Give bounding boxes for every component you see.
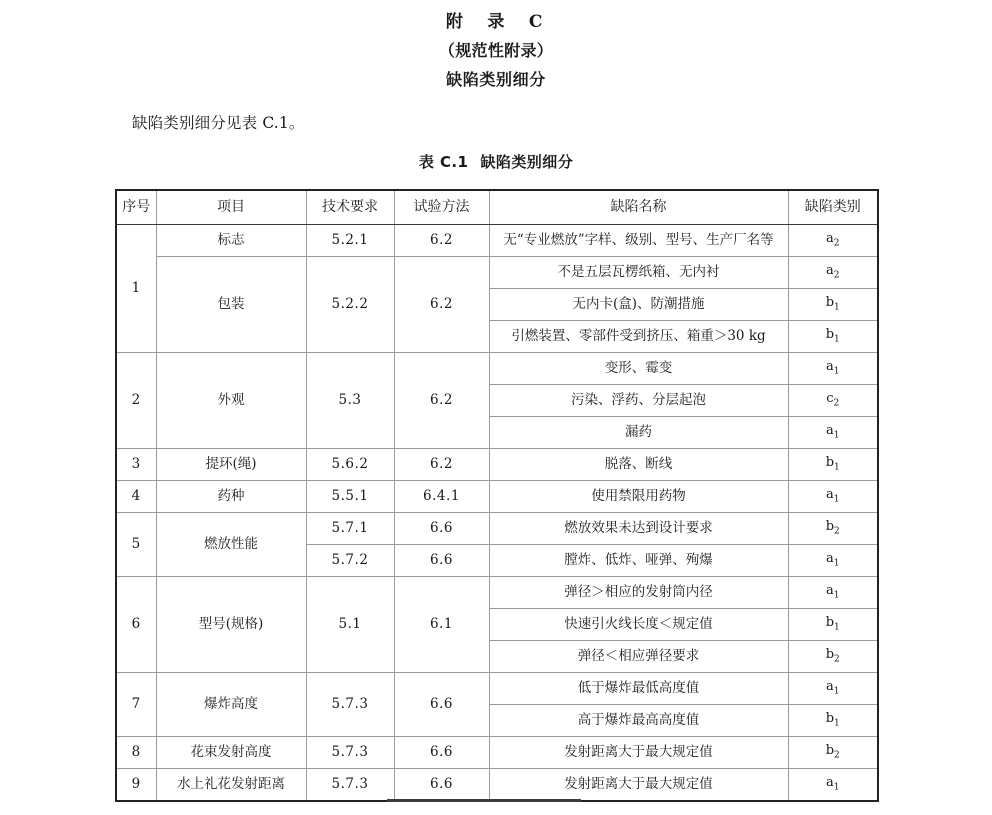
cell-defect-name: 弹径＞相应的发射筒内径	[489, 577, 788, 609]
cell-defect-class	[788, 225, 878, 257]
table-row	[116, 769, 878, 802]
table-caption	[0, 151, 992, 172]
defect-class-subscript: 2	[833, 398, 840, 409]
table-caption-label: 表 C.1	[418, 153, 469, 171]
cell-defect-name: 脱落、断线	[489, 449, 788, 481]
cell-item: 花束发射高度	[156, 737, 306, 769]
cell-defect-class	[788, 289, 878, 321]
defect-class-subscript: 1	[834, 718, 840, 729]
defect-class-letter: a	[826, 487, 834, 503]
defect-class-subscript: 1	[834, 334, 840, 345]
cell-tech-requirement: 5.7.2	[306, 545, 394, 577]
cell-defect-class	[788, 513, 878, 545]
cell-defect-class	[788, 737, 878, 769]
column-header-method: 试验方法	[394, 190, 489, 225]
defect-class-letter: a	[826, 679, 834, 695]
defect-class-letter: a	[826, 423, 834, 439]
cell-test-method: 6.6	[394, 769, 489, 802]
cell-tech-requirement: 5.7.3	[306, 737, 394, 769]
defect-class-subscript: 1	[833, 366, 840, 377]
column-header-seq: 序号	[116, 190, 156, 225]
defect-class-letter: b	[825, 327, 835, 343]
intro-paragraph: 缺陷类别细分见表 C.1。	[132, 114, 305, 132]
defect-class-subscript: 2	[833, 270, 840, 281]
cell-item: 燃放性能	[156, 513, 306, 577]
defect-class-subscript: 1	[833, 558, 840, 569]
cell-test-method: 6.6	[394, 737, 489, 769]
cell-item: 药种	[156, 481, 306, 513]
cell-defect-name: 使用禁限用药物	[489, 481, 788, 513]
column-header-item: 项目	[156, 190, 306, 225]
table-header-row	[116, 190, 878, 225]
defect-class-letter: a	[826, 775, 834, 791]
defect-class-letter: b	[825, 519, 835, 535]
defect-class-subscript: 2	[833, 238, 840, 249]
table-row	[116, 513, 878, 545]
cell-defect-name: 无内卡(盒)、防潮措施	[489, 289, 788, 321]
table-row	[116, 737, 878, 769]
table-row	[116, 481, 878, 513]
cell-item: 水上礼花发射距离	[156, 769, 306, 802]
cell-defect-class	[788, 769, 878, 802]
cell-defect-class	[788, 385, 878, 417]
cell-item: 外观	[156, 353, 306, 449]
cell-test-method: 6.2	[394, 353, 489, 449]
cell-defect-name: 发射距离大于最大规定值	[489, 737, 788, 769]
cell-test-method: 6.6	[394, 513, 489, 545]
column-header-defect-name: 缺陷名称	[489, 190, 788, 225]
cell-seq: 4	[116, 481, 156, 513]
cell-defect-class	[788, 353, 878, 385]
cell-defect-class	[788, 705, 878, 737]
appendix-kind: （规范性附录）	[438, 41, 554, 60]
cell-item: 型号(规格)	[156, 577, 306, 673]
cell-defect-class	[788, 641, 878, 673]
cell-test-method: 6.2	[394, 449, 489, 481]
cell-defect-name: 污染、浮药、分层起泡	[489, 385, 788, 417]
defect-class-subscript: 1	[833, 430, 840, 441]
cell-seq: 6	[116, 577, 156, 673]
cell-seq: 9	[116, 769, 156, 802]
cell-test-method: 6.2	[394, 225, 489, 257]
cell-defect-name: 无“专业燃放”字样、级别、型号、生产厂名等	[489, 225, 788, 257]
cell-seq: 1	[116, 225, 156, 353]
defect-class-letter: a	[826, 263, 834, 279]
table-row	[116, 353, 878, 385]
cell-defect-class	[788, 481, 878, 513]
cell-seq: 7	[116, 673, 156, 737]
defect-class-letter: b	[825, 647, 835, 663]
cell-defect-name: 弹径＜相应弹径要求	[489, 641, 788, 673]
page-footer-rule	[387, 799, 581, 802]
cell-defect-name: 引燃装置、零部件受到挤压、箱重＞30 kg	[489, 321, 788, 353]
defect-class-letter: b	[825, 711, 835, 727]
cell-tech-requirement: 5.3	[306, 353, 394, 449]
cell-defect-class	[788, 449, 878, 481]
cell-tech-requirement: 5.2.2	[306, 257, 394, 353]
cell-test-method: 6.4.1	[394, 481, 489, 513]
cell-defect-class	[788, 321, 878, 353]
table-caption-title: 缺陷类别细分	[480, 153, 574, 171]
defects-table	[115, 189, 879, 802]
cell-defect-name: 发射距离大于最大规定值	[489, 769, 788, 802]
table-row	[116, 577, 878, 609]
defect-class-subscript: 2	[834, 526, 840, 537]
defect-class-subscript: 1	[833, 494, 840, 505]
cell-seq: 5	[116, 513, 156, 577]
defect-class-letter: b	[825, 295, 835, 311]
appendix-subject: 缺陷类别细分	[446, 70, 546, 89]
defect-class-letter: c	[826, 391, 834, 407]
table-body	[116, 225, 878, 802]
table-row	[116, 449, 878, 481]
cell-defect-name: 快速引火线长度＜规定值	[489, 609, 788, 641]
cell-tech-requirement: 5.2.1	[306, 225, 394, 257]
cell-test-method: 6.6	[394, 673, 489, 737]
cell-defect-class	[788, 673, 878, 705]
cell-defect-name: 变形、霉变	[489, 353, 788, 385]
cell-item: 提环(绳)	[156, 449, 306, 481]
cell-tech-requirement: 5.5.1	[306, 481, 394, 513]
defect-class-letter: b	[825, 615, 835, 631]
cell-item: 爆炸高度	[156, 673, 306, 737]
cell-defect-class	[788, 577, 878, 609]
defect-class-letter: a	[826, 231, 834, 247]
defect-class-letter: b	[825, 455, 835, 471]
defects-table-wrapper	[115, 189, 877, 802]
cell-defect-name: 不是五层瓦楞纸箱、无内衬	[489, 257, 788, 289]
cell-seq: 3	[116, 449, 156, 481]
cell-defect-name: 漏药	[489, 417, 788, 449]
cell-defect-class	[788, 609, 878, 641]
column-header-defect-class: 缺陷类别	[788, 190, 878, 225]
defect-class-subscript: 1	[833, 590, 840, 601]
defect-class-subscript: 1	[833, 686, 840, 697]
column-header-tech: 技术要求	[306, 190, 394, 225]
cell-seq: 2	[116, 353, 156, 449]
cell-defect-name: 燃放效果未达到设计要求	[489, 513, 788, 545]
defect-class-subscript: 1	[833, 782, 840, 793]
cell-defect-class	[788, 417, 878, 449]
cell-defect-name: 膛炸、低炸、哑弹、殉爆	[489, 545, 788, 577]
cell-item: 标志	[156, 225, 306, 257]
appendix-heading-block	[0, 0, 992, 94]
defect-class-subscript: 2	[834, 654, 840, 665]
cell-item: 包装	[156, 257, 306, 353]
defect-class-letter: a	[826, 583, 834, 599]
defect-class-subscript: 1	[834, 462, 840, 473]
cell-tech-requirement: 5.7.3	[306, 673, 394, 737]
defect-class-subscript: 1	[834, 622, 840, 633]
cell-tech-requirement: 5.7.1	[306, 513, 394, 545]
defect-class-subscript: 2	[834, 750, 840, 761]
table-row	[116, 257, 878, 289]
defect-class-letter: b	[825, 743, 835, 759]
cell-tech-requirement: 5.1	[306, 577, 394, 673]
cell-test-method: 6.6	[394, 545, 489, 577]
cell-defect-name: 低于爆炸最低高度值	[489, 673, 788, 705]
cell-seq: 8	[116, 737, 156, 769]
appendix-title: 附 录 C	[445, 12, 547, 32]
cell-defect-name: 高于爆炸最高高度值	[489, 705, 788, 737]
cell-defect-class	[788, 257, 878, 289]
defect-class-letter: a	[826, 359, 834, 375]
cell-test-method: 6.2	[394, 257, 489, 353]
cell-tech-requirement: 5.6.2	[306, 449, 394, 481]
cell-test-method: 6.1	[394, 577, 489, 673]
table-row	[116, 225, 878, 257]
cell-tech-requirement: 5.7.3	[306, 769, 394, 802]
defect-class-letter: a	[826, 551, 834, 567]
defect-class-subscript: 1	[834, 302, 840, 313]
cell-defect-class	[788, 545, 878, 577]
table-row	[116, 673, 878, 705]
